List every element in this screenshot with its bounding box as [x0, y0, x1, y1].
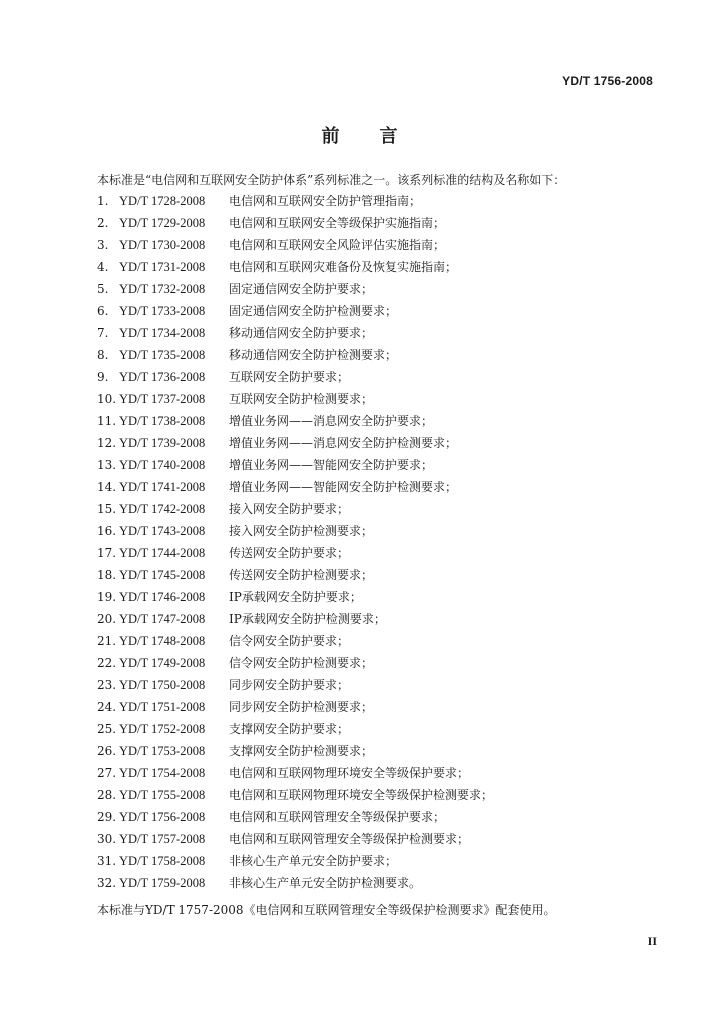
standard-name: 固定通信网安全防护检测要求； [229, 304, 398, 318]
standard-code: YD/T 1734-2008 [119, 326, 206, 340]
list-item-number: 21. [97, 634, 117, 648]
standard-code: YD/T 1738-2008 [119, 414, 206, 428]
standard-code: YD/T 1751-2008 [119, 700, 206, 714]
list-item [97, 608, 493, 630]
list-item-number: 15. [97, 502, 117, 516]
standard-name: IP承载网安全防护检测要求； [229, 612, 386, 626]
list-item [97, 498, 493, 520]
list-item-number: 8. [97, 348, 109, 362]
list-item-number: 6. [97, 304, 109, 318]
standard-code: YD/T 1752-2008 [119, 722, 206, 736]
list-item-number: 19. [97, 590, 117, 604]
standard-name: 电信网和互联网灾难备份及恢复实施指南； [229, 260, 458, 274]
standard-code: YD/T 1737-2008 [119, 392, 206, 406]
standard-code: YD/T 1756-2008 [119, 810, 206, 824]
list-item-number: 17. [97, 546, 117, 560]
list-item-number: 1. [97, 194, 109, 208]
list-item-number: 32. [97, 876, 117, 890]
list-item-number: 31. [97, 854, 117, 868]
list-item-number: 20. [97, 612, 117, 626]
list-item [97, 234, 493, 256]
list-item [97, 762, 493, 784]
list-item-number: 5. [97, 282, 109, 296]
standard-name: 同步网安全防护要求； [229, 678, 350, 692]
standard-name: 接入网安全防护检测要求； [229, 524, 374, 538]
list-item [97, 520, 493, 542]
standard-name: 电信网和互联网安全风险评估实施指南； [229, 238, 446, 252]
closing-paragraph: 本标准与YD/T 1757-2008《电信网和互联网管理安全等级保护检测要求》配套使用。 [97, 903, 556, 917]
list-item-number: 7. [97, 326, 109, 340]
list-item [97, 564, 493, 586]
standard-name: 电信网和互联网管理安全等级保护要求； [229, 810, 446, 824]
standard-name: 电信网和互联网管理安全等级保护检测要求； [229, 832, 470, 846]
standard-name: 同步网安全防护检测要求； [229, 700, 374, 714]
standard-code: YD/T 1743-2008 [119, 524, 206, 538]
list-item [97, 454, 493, 476]
list-item-number: 14. [97, 480, 117, 494]
standard-name: 非核心生产单元安全防护要求； [229, 854, 398, 868]
standard-code: YD/T 1728-2008 [119, 194, 206, 208]
standard-code: YD/T 1746-2008 [119, 590, 206, 604]
list-item-number: 16. [97, 524, 117, 538]
standard-name: 非核心生产单元安全防护检测要求。 [229, 876, 422, 890]
list-item-number: 11. [97, 414, 117, 428]
standard-code: YD/T 1742-2008 [119, 502, 206, 516]
standard-name: 固定通信网安全防护要求； [229, 282, 374, 296]
list-item-number: 29. [97, 810, 117, 824]
list-item-number: 9. [97, 370, 109, 384]
list-item [97, 322, 493, 344]
list-item [97, 740, 493, 762]
list-item [97, 696, 493, 718]
standard-code: YD/T 1749-2008 [119, 656, 206, 670]
standard-name: 互联网安全防护要求； [229, 370, 350, 384]
standard-code: YD/T 1755-2008 [119, 788, 206, 802]
list-item [97, 674, 493, 696]
standard-name: 互联网安全防护检测要求； [229, 392, 374, 406]
standard-code: YD/T 1741-2008 [119, 480, 206, 494]
standard-code: YD/T 1730-2008 [119, 238, 206, 252]
standard-code: YD/T 1731-2008 [119, 260, 206, 274]
standard-name: 电信网和互联网物理环境安全等级保护要求； [229, 766, 470, 780]
standard-code: YD/T 1735-2008 [119, 348, 206, 362]
list-item [97, 872, 493, 894]
list-item-number: 13. [97, 458, 117, 472]
standard-name: 支撑网安全防护检测要求； [229, 744, 374, 758]
standard-code: YD/T 1748-2008 [119, 634, 206, 648]
page-number: II [647, 934, 657, 948]
list-item-number: 12. [97, 436, 117, 450]
standard-code: YD/T 1750-2008 [119, 678, 206, 692]
list-item [97, 388, 493, 410]
list-item-number: 10. [97, 392, 117, 406]
standard-code: YD/T 1732-2008 [119, 282, 206, 296]
standard-name: 传送网安全防护检测要求； [229, 568, 374, 582]
standard-code: YD/T 1753-2008 [119, 744, 206, 758]
list-item-number: 4. [97, 260, 109, 274]
standards-list [97, 190, 493, 894]
standard-code: YD/T 1745-2008 [119, 568, 206, 582]
list-item-number: 23. [97, 678, 117, 692]
standard-code: YD/T 1754-2008 [119, 766, 206, 780]
list-item-number: 28. [97, 788, 117, 802]
list-item [97, 784, 493, 806]
list-item-number: 24. [97, 700, 117, 714]
standard-code: YD/T 1759-2008 [119, 876, 206, 890]
standard-name: 支撑网安全防护要求； [229, 722, 350, 736]
list-item [97, 410, 493, 432]
list-item-number: 26. [97, 744, 117, 758]
standard-code: YD/T 1736-2008 [119, 370, 206, 384]
standard-name: 信令网安全防护检测要求； [229, 656, 374, 670]
standard-name: 电信网和互联网物理环境安全等级保护检测要求； [229, 788, 494, 802]
list-item-number: 27. [97, 766, 117, 780]
standard-name: IP承载网安全防护要求； [229, 590, 362, 604]
list-item [97, 586, 493, 608]
list-item [97, 652, 493, 674]
list-item [97, 542, 493, 564]
standard-name: 增值业务网——消息网安全防护检测要求； [229, 436, 458, 450]
list-item [97, 630, 493, 652]
list-item [97, 278, 493, 300]
standard-code: YD/T 1740-2008 [119, 458, 206, 472]
standard-code: YD/T 1757-2008 [119, 832, 206, 846]
list-item-number: 2. [97, 216, 109, 230]
standard-code: YD/T 1739-2008 [119, 436, 206, 450]
list-item [97, 256, 493, 278]
intro-paragraph: 本标准是“电信网和互联网安全防护体系”系列标准之一。该系列标准的结构及名称如下： [97, 173, 566, 187]
standard-name: 信令网安全防护要求； [229, 634, 350, 648]
list-item [97, 212, 493, 234]
list-item [97, 718, 493, 740]
list-item [97, 828, 493, 850]
list-item-number: 18. [97, 568, 117, 582]
list-item-number: 22. [97, 656, 117, 670]
standard-name: 增值业务网——智能网安全防护要求； [229, 458, 434, 472]
list-item [97, 190, 493, 212]
list-item [97, 850, 493, 872]
standard-code: YD/T 1744-2008 [119, 546, 206, 560]
list-item [97, 476, 493, 498]
standard-code: YD/T 1729-2008 [119, 216, 206, 230]
standard-name: 增值业务网——智能网安全防护检测要求； [229, 480, 458, 494]
standard-code: YD/T 1758-2008 [119, 854, 206, 868]
list-item [97, 366, 493, 388]
list-item-number: 25. [97, 722, 117, 736]
list-item [97, 300, 493, 322]
standard-name: 电信网和互联网安全防护管理指南； [229, 194, 422, 208]
document-code: YD/T 1756-2008 [562, 74, 653, 88]
standard-name: 移动通信网安全防护要求； [229, 326, 374, 340]
standard-name: 电信网和互联网安全等级保护实施指南； [229, 216, 446, 230]
standard-code: YD/T 1733-2008 [119, 304, 206, 318]
standard-name: 移动通信网安全防护检测要求； [229, 348, 398, 362]
list-item [97, 344, 493, 366]
standard-name: 接入网安全防护要求； [229, 502, 350, 516]
list-item-number: 3. [97, 238, 109, 252]
standard-name: 传送网安全防护要求； [229, 546, 350, 560]
list-item [97, 806, 493, 828]
list-item [97, 432, 493, 454]
list-item-number: 30. [97, 832, 117, 846]
standard-name: 增值业务网——消息网安全防护要求； [229, 414, 434, 428]
standard-code: YD/T 1747-2008 [119, 612, 206, 626]
page-title: 前言 [321, 126, 438, 147]
